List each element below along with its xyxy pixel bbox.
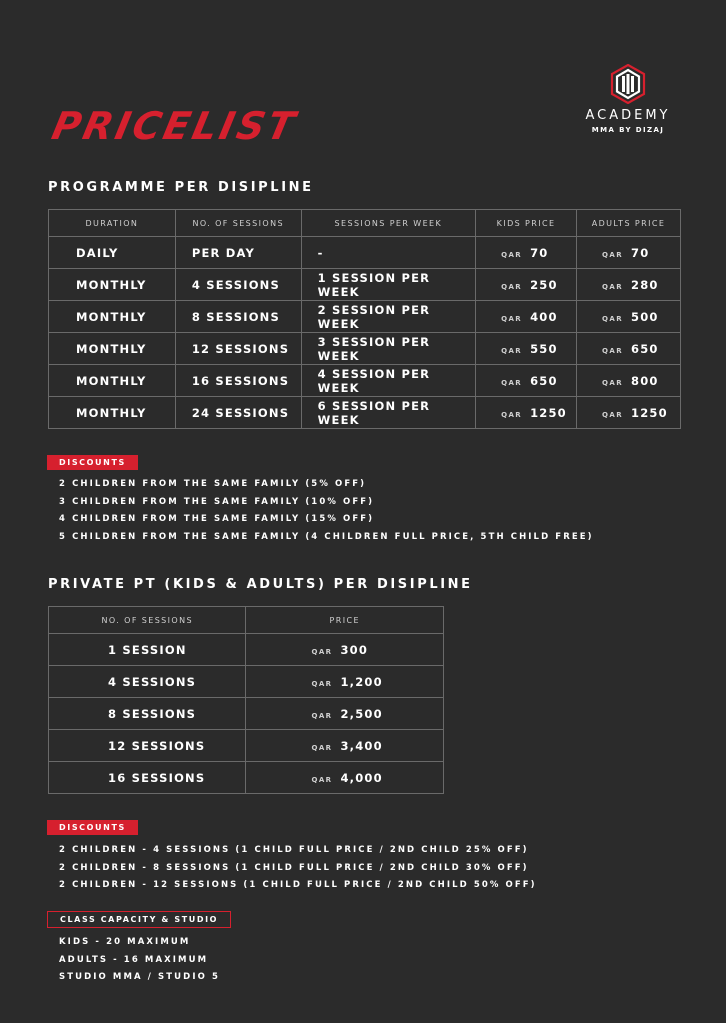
cell-sessions: 4 SESSIONS bbox=[49, 666, 246, 698]
cell-sessions: 24 SESSIONS bbox=[175, 397, 301, 429]
page-title: PRICELIST bbox=[48, 104, 302, 148]
cell-per-week: - bbox=[301, 237, 475, 269]
kids-price-value: 550 bbox=[530, 341, 558, 356]
shield-logo-icon bbox=[610, 64, 646, 104]
cell-price bbox=[246, 730, 444, 762]
adults-price-value: 280 bbox=[631, 277, 659, 292]
capacity-list bbox=[59, 934, 220, 987]
table-row bbox=[49, 301, 681, 333]
price-value: 3,400 bbox=[340, 738, 383, 753]
table-row bbox=[49, 730, 444, 762]
header-per-week: SESSIONS PER WEEK bbox=[301, 210, 475, 237]
cell-adults-price bbox=[577, 269, 681, 301]
list-item: 5 CHILDREN FROM THE SAME FAMILY (4 CHILDREN FULL PRICE, 5TH CHILD FREE) bbox=[59, 532, 594, 543]
cell-adults-price bbox=[577, 397, 681, 429]
list-item: KIDS - 20 MAXIMUM bbox=[59, 937, 191, 947]
adults-price-value: 800 bbox=[631, 373, 659, 388]
programme-table bbox=[48, 209, 681, 429]
list-item: 2 CHILDREN FROM THE SAME FAMILY (5% OFF) bbox=[59, 479, 367, 489]
currency-label: QAR bbox=[602, 282, 623, 291]
cell-per-week: 3 SESSION PER WEEK bbox=[301, 333, 475, 365]
discounts-list bbox=[59, 476, 594, 547]
cell-sessions: 8 SESSIONS bbox=[175, 301, 301, 333]
cell-sessions: 4 SESSIONS bbox=[175, 269, 301, 301]
cell-sessions: 8 SESSIONS bbox=[49, 698, 246, 730]
header-price: PRICE bbox=[246, 607, 444, 634]
cell-per-week: 6 SESSION PER WEEK bbox=[301, 397, 475, 429]
cell-sessions: PER DAY bbox=[175, 237, 301, 269]
table-row bbox=[49, 634, 444, 666]
cell-duration: MONTHLY bbox=[49, 333, 176, 365]
header-sessions: NO. OF SESSIONS bbox=[175, 210, 301, 237]
currency-label: QAR bbox=[311, 679, 333, 688]
list-item: 2 CHILDREN - 8 SESSIONS (1 CHILD FULL PRICE / 2ND CHILD 30% OFF) bbox=[59, 862, 529, 873]
private-table bbox=[48, 606, 444, 794]
currency-label: QAR bbox=[311, 743, 333, 752]
table-row bbox=[49, 698, 444, 730]
cell-kids-price bbox=[476, 269, 577, 301]
adults-price-value: 650 bbox=[631, 341, 659, 356]
cell-per-week: 1 SESSION PER WEEK bbox=[301, 269, 475, 301]
list-item: 2 CHILDREN - 4 SESSIONS (1 CHILD FULL PRICE / 2ND CHILD 25% OFF) bbox=[59, 845, 529, 855]
table-row bbox=[49, 762, 444, 794]
programme-heading: PROGRAMME PER DISIPLINE bbox=[48, 180, 314, 195]
cell-adults-price bbox=[577, 301, 681, 333]
private-heading: PRIVATE PT (KIDS & ADULTS) PER DISIPLINE bbox=[48, 577, 473, 592]
adults-price-value: 1250 bbox=[631, 405, 668, 420]
currency-label: QAR bbox=[602, 346, 623, 355]
table-row bbox=[49, 269, 681, 301]
cell-adults-price bbox=[577, 333, 681, 365]
currency-label: QAR bbox=[501, 314, 523, 323]
discounts-badge-2: DISCOUNTS bbox=[47, 820, 138, 835]
kids-price-value: 650 bbox=[530, 373, 558, 388]
logo-subtitle: MMA BY DIZAJ bbox=[591, 126, 665, 134]
cell-per-week: 2 SESSION PER WEEK bbox=[301, 301, 475, 333]
currency-label: QAR bbox=[602, 314, 623, 323]
table-row bbox=[49, 365, 681, 397]
table-row bbox=[49, 397, 681, 429]
currency-label: QAR bbox=[602, 250, 623, 259]
adults-price-value: 70 bbox=[631, 245, 650, 260]
currency-label: QAR bbox=[501, 346, 523, 355]
currency-label: QAR bbox=[501, 282, 523, 291]
cell-duration: MONTHLY bbox=[49, 365, 176, 397]
table-row bbox=[49, 333, 681, 365]
cell-sessions: 1 SESSION bbox=[49, 634, 246, 666]
list-item: 3 CHILDREN FROM THE SAME FAMILY (10% OFF) bbox=[59, 496, 375, 507]
discounts-list-2 bbox=[59, 842, 537, 895]
cell-kids-price bbox=[476, 237, 577, 269]
cell-adults-price bbox=[577, 365, 681, 397]
kids-price-value: 1250 bbox=[530, 405, 567, 420]
currency-label: QAR bbox=[501, 410, 523, 419]
adults-price-value: 500 bbox=[631, 309, 659, 324]
currency-label: QAR bbox=[311, 775, 333, 784]
cell-price bbox=[246, 698, 444, 730]
cell-price bbox=[246, 762, 444, 794]
cell-duration: MONTHLY bbox=[49, 269, 176, 301]
kids-price-value: 70 bbox=[530, 245, 549, 260]
price-value: 300 bbox=[340, 642, 369, 657]
table-header-row bbox=[49, 607, 444, 634]
header-kids-price: KIDS PRICE bbox=[476, 210, 577, 237]
currency-label: QAR bbox=[602, 378, 623, 387]
cell-sessions: 12 SESSIONS bbox=[175, 333, 301, 365]
cell-kids-price bbox=[476, 397, 577, 429]
kids-price-value: 400 bbox=[530, 309, 558, 324]
cell-kids-price bbox=[476, 333, 577, 365]
cell-duration: MONTHLY bbox=[49, 301, 176, 333]
capacity-badge: CLASS CAPACITY & STUDIO bbox=[47, 911, 231, 928]
cell-kids-price bbox=[476, 365, 577, 397]
cell-price bbox=[246, 634, 444, 666]
price-value: 2,500 bbox=[340, 706, 383, 721]
cell-kids-price bbox=[476, 301, 577, 333]
cell-adults-price bbox=[577, 237, 681, 269]
kids-price-value: 250 bbox=[530, 277, 558, 292]
currency-label: QAR bbox=[311, 711, 333, 720]
header-duration: DURATION bbox=[49, 210, 176, 237]
price-value: 1,200 bbox=[340, 674, 383, 689]
header-adults-price: ADULTS PRICE bbox=[577, 210, 681, 237]
currency-label: QAR bbox=[602, 410, 623, 419]
discounts-badge: DISCOUNTS bbox=[47, 455, 138, 470]
header-sessions: NO. OF SESSIONS bbox=[49, 607, 246, 634]
list-item: 2 CHILDREN - 12 SESSIONS (1 CHILD FULL PRICE / 2ND CHILD 50% OFF) bbox=[59, 880, 537, 891]
list-item: STUDIO MMA / STUDIO 5 bbox=[59, 972, 220, 983]
price-value: 4,000 bbox=[340, 770, 383, 785]
cell-sessions: 12 SESSIONS bbox=[49, 730, 246, 762]
list-item: ADULTS - 16 MAXIMUM bbox=[59, 954, 209, 965]
cell-sessions: 16 SESSIONS bbox=[49, 762, 246, 794]
cell-duration: MONTHLY bbox=[49, 397, 176, 429]
logo-name: ACADEMY bbox=[585, 108, 671, 123]
table-header-row bbox=[49, 210, 681, 237]
academy-logo bbox=[578, 64, 678, 134]
currency-label: QAR bbox=[501, 378, 523, 387]
currency-label: QAR bbox=[311, 647, 333, 656]
table-row bbox=[49, 666, 444, 698]
cell-sessions: 16 SESSIONS bbox=[175, 365, 301, 397]
table-row bbox=[49, 237, 681, 269]
list-item: 4 CHILDREN FROM THE SAME FAMILY (15% OFF) bbox=[59, 514, 375, 525]
currency-label: QAR bbox=[501, 250, 523, 259]
cell-per-week: 4 SESSION PER WEEK bbox=[301, 365, 475, 397]
cell-duration: DAILY bbox=[49, 237, 176, 269]
cell-price bbox=[246, 666, 444, 698]
